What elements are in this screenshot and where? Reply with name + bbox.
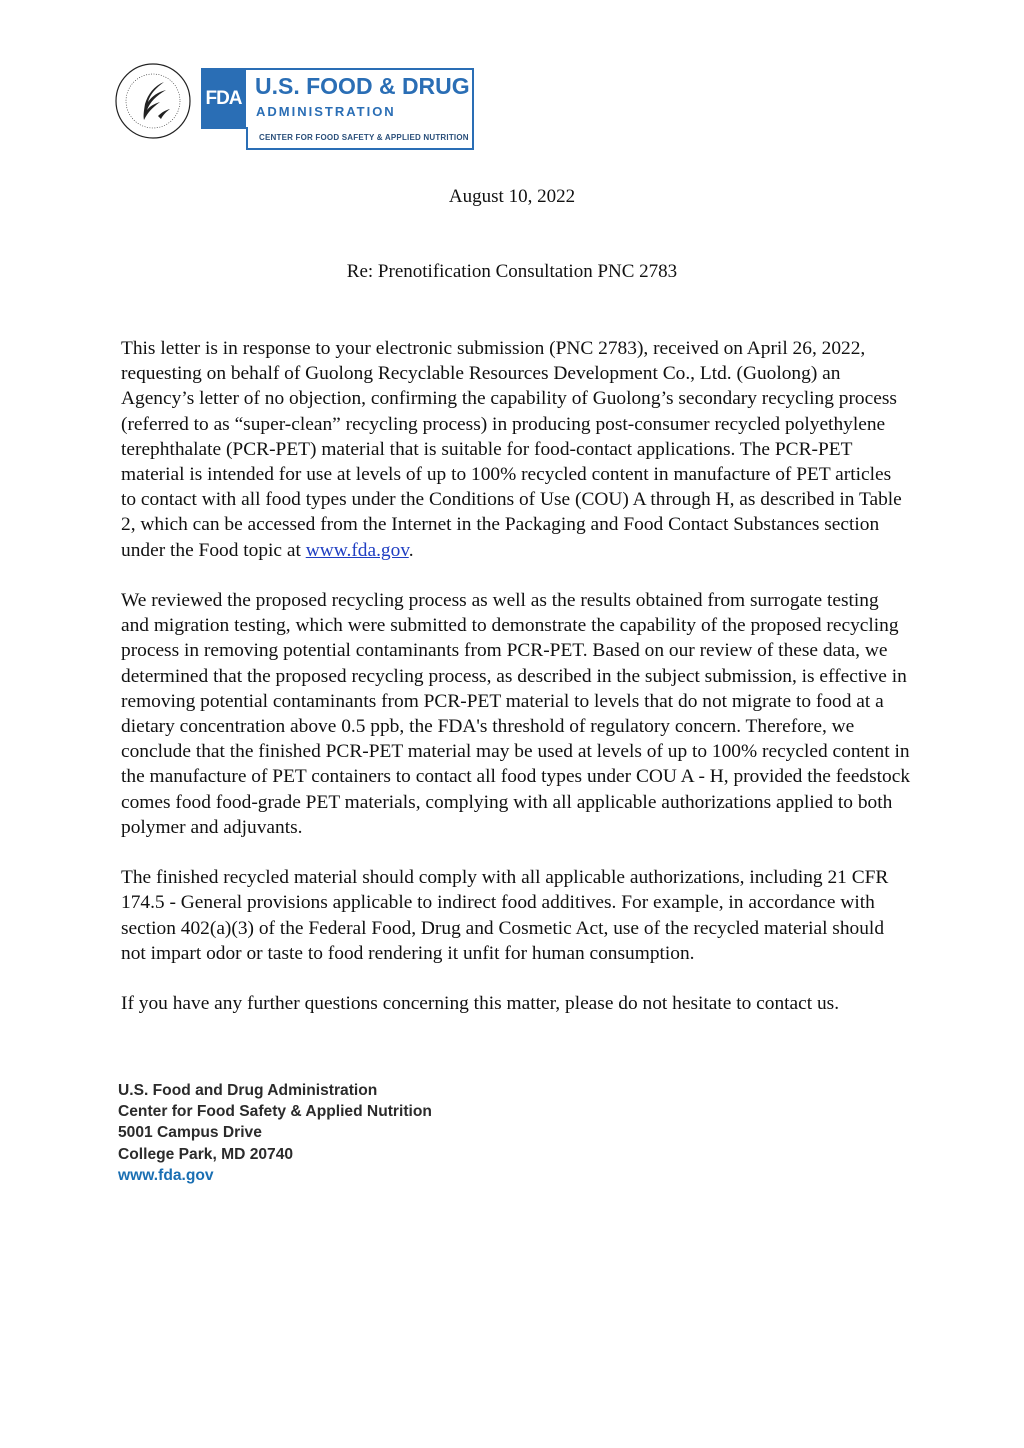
paragraph-1 xyxy=(121,336,911,563)
address-block xyxy=(118,1080,432,1186)
paragraph-1-end: . xyxy=(408,539,414,561)
letter-body xyxy=(121,336,911,1042)
agency-name: U.S. FOOD & DRUG xyxy=(255,73,470,99)
letter-date: August 10, 2022 xyxy=(448,186,576,207)
center-name: CENTER FOR FOOD SAFETY & APPLIED NUTRITION xyxy=(259,133,469,142)
address-agency: U.S. Food and Drug Administration xyxy=(118,1082,378,1099)
fda-logo xyxy=(201,68,474,150)
address-city: College Park, MD 20740 xyxy=(118,1145,294,1163)
hhs-seal-icon xyxy=(114,62,192,140)
fda-mark: FDA xyxy=(201,68,246,129)
address-center: Center for Food Safety & Applied Nutrition xyxy=(118,1103,432,1121)
address-website-link[interactable]: www.fda.gov xyxy=(118,1166,214,1184)
paragraph-4: If you have any further questions concerning this matter, please do not hesitate to contact us. xyxy=(121,993,840,1015)
paragraph-2: We reviewed the proposed recycling process as well as the results obtained from surrogate testing and migration testing, which were submitted to demonstrate the capability of the proposed recycling process in removing potential contaminants from PCR-PET. Based on our review of these data, we determined that the proposed recycling process, as described in the subject submission, is effective in removing potential contaminants from PCR-PET material to levels that do not migrate to food at a dietary concentration above 0.5 ppb, the FDA's threshold of regulatory concern. Therefore, we conclude that the finished PCR-PET material may be used at levels of up to 100% recycled content in the manufacture of PET containers to contact all food types under COU A - H, provided the feedstock comes food food-grade PET materials, complying with all applicable authorizations applied to both polymer and adjuvants. xyxy=(121,590,911,838)
paragraph-1-text: This letter is in response to your electronic submission (PNC 2783), received on April 26, 2022, requesting on behalf of Guolong Recyclable Resources Development Co., Ltd. (Guolong) an Agency’s letter of no objection, confirming the capability of Guolong’s secondary recycling process (referred to as “super-clean” recycling process) in producing post-consumer recycled polyethylene terephthalate (PCR-PET) material that is suitable for food-contact applications. The PCR-PET material is intended for use at levels of up to 100% recycled content in manufacture of PET articles to contact with all food types under the Conditions of Use (COU) A through H, as described in Table 2, which can be accessed from the Internet in the Packaging and Food Contact Substances section under the Food topic at xyxy=(121,338,902,561)
address-street: 5001 Campus Drive xyxy=(118,1124,262,1142)
fda-website-link[interactable]: www.fda.gov xyxy=(305,539,409,561)
agency-subtitle: ADMINISTRATION xyxy=(256,104,396,119)
paragraph-3: The finished recycled material should comply with all applicable authorizations, including 21 CFR 174.5 - General provisions applicable to indirect food additives. For example, in accordance with section 402(a)(3) of the Federal Food, Drug and Cosmetic Act, use of the recycled material should not impart odor or taste to food rendering it unfit for human consumption. xyxy=(121,867,889,964)
subject-line: Re: Prenotification Consultation PNC 2783 xyxy=(346,261,678,282)
